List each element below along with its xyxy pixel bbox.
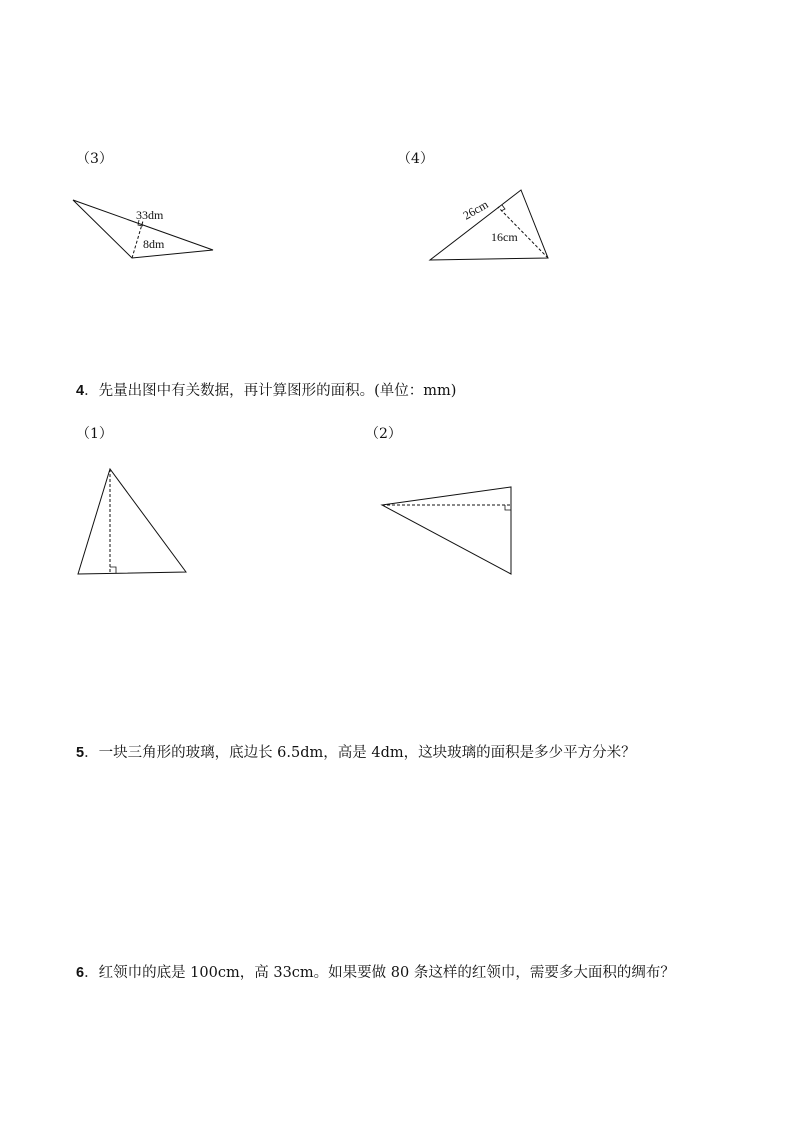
q4-item-1-label: （1）: [76, 426, 113, 442]
question-5-text: ．一块三角形的玻璃，底边长 6.5dm，高是 4dm，这块玻璃的面积是多少平方分米？: [84, 745, 636, 761]
question-4-number: 4: [76, 383, 85, 399]
item-3-label: （3）: [76, 151, 113, 167]
triangle-4-height-label: 16cm: [491, 230, 518, 244]
question-6-text: ．红领巾的底是 100cm，高 33cm。如果要做 80 条这样的红领巾，需要多大面积的绸布？: [84, 965, 675, 981]
q4-triangle-2-right-angle: [505, 505, 511, 510]
question-5-number: 5: [76, 745, 85, 761]
item-4-label: （4）: [397, 151, 434, 167]
question-5: [76, 741, 636, 762]
question-6: [76, 961, 675, 982]
q4-item-2-label: （2）: [365, 426, 402, 442]
q4-triangle-2: [382, 487, 511, 574]
question-6-number: 6: [76, 965, 85, 981]
triangle-4-side-label: 26cm: [460, 197, 491, 223]
triangle-3-side-label: 33dm: [136, 208, 164, 222]
question-4-text: ．先量出图中有关数据，再计算图形的面积。(单位：mm): [84, 383, 457, 399]
triangle-3-height-label: 8dm: [143, 237, 165, 251]
